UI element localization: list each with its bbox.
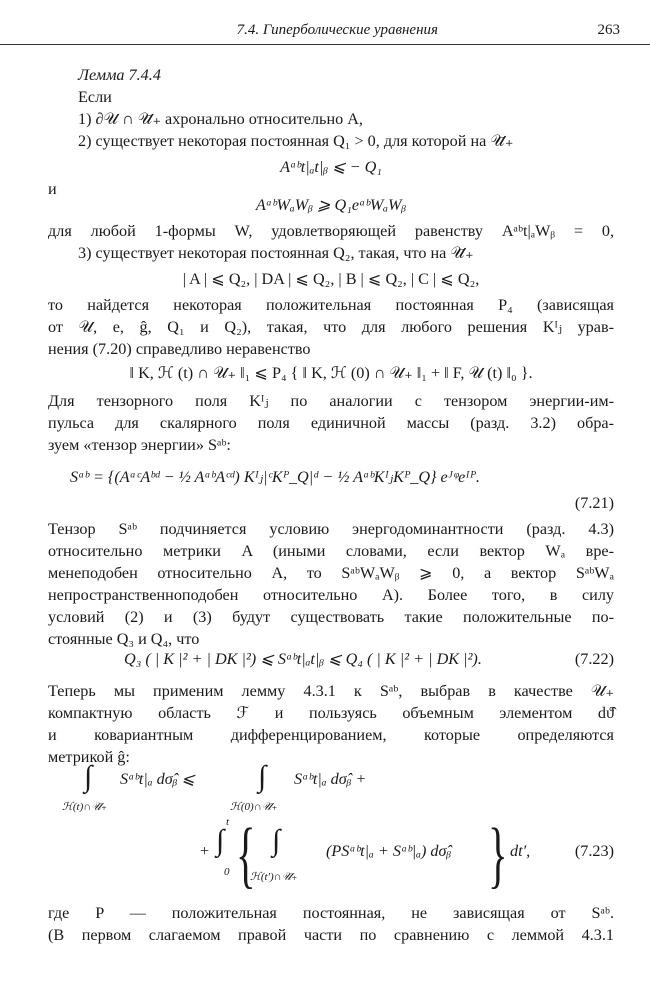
equation-number: (7.21) <box>574 494 614 512</box>
condition-2: 2) существует некоторая постоянная Q₁ > 0, для которой на 𝒰̄₊ <box>78 132 514 150</box>
text-line: непространственноподобен относительно A). Более того, в силу <box>48 586 614 604</box>
text-line: нения (7.20) справедливо неравенство <box>48 340 311 358</box>
condition-1: 1) ∂𝒰 ∩ 𝒰̄₊ ахронально относительно A, <box>78 110 363 128</box>
integral-limit: ℋ(t)∩𝒰̄₊ <box>62 801 107 813</box>
integral-sign: ∫ <box>216 824 225 857</box>
right-brace: } <box>488 814 508 896</box>
section-title: 7.4. Гиперболические уравнения <box>236 22 438 38</box>
text-line: Тензор Sᵃᵇ подчиняется условию энергодоминантности (разд. 4.3) <box>48 520 614 538</box>
equation-inline: | A | ⩽ Q₂, | DA | ⩽ Q₂, | B | ⩽ Q₂, | C | ⩽ Q₂, <box>182 270 480 288</box>
lemma-title: Лемма 7.4.4 <box>78 66 161 84</box>
text-line: от 𝒰, e, ĝ, Q₁ и Q₂), такая, что для любого решения Kᴵⱼ урав- <box>48 318 614 336</box>
text-line: менеподобен относительно A, то SᵃᵇWₐWᵦ ⩾ 0, а вектор SᵃᵇWₐ <box>48 564 614 582</box>
integral-limit: ℋ(t′)∩𝒰̄₊ <box>250 871 298 883</box>
text-line: пульса для скалярного поля единичной массы (разд. 3.2) обра- <box>48 414 614 432</box>
integral-limit: ℋ(0)∩𝒰̄₊ <box>230 801 278 813</box>
plus-sign: + <box>200 842 210 860</box>
text-line: Для тензорного поля Kᴵⱼ по аналогии с тензором энергии-им- <box>48 392 614 410</box>
integral-upper-limit: t <box>226 816 230 828</box>
text-line: где P — положительная постоянная, не зависящая от Sᵃᵇ. <box>48 904 614 922</box>
text-line: то найдется некоторая положительная постоянная P₄ (зависящая <box>48 296 614 314</box>
text-line: и ковариантным дифференцированием, которые определяются <box>48 726 614 744</box>
page-number: 263 <box>597 22 620 38</box>
equation-number: (7.22) <box>574 650 614 668</box>
equation-inline: AᵃᵇWₐWᵦ ⩾ Q₁eᵃᵇWₐWᵦ <box>255 196 407 214</box>
equation-7-23-differential: dt′, <box>510 842 531 860</box>
equation-7-23-rhs: Sᵃᵇt|ₐ dσ̂ᵦ + <box>294 770 367 788</box>
text-line: и <box>48 180 57 198</box>
equation-number: (7.23) <box>574 842 614 860</box>
text-line: зуем «тензор энергии» Sᵃᵇ: <box>48 436 231 454</box>
integral-sign: ∫ <box>258 760 267 793</box>
text-line: Теперь мы применим лемму 4.3.1 к Sᵃᵇ, выбрав в качестве 𝒰₊ <box>48 682 614 700</box>
text-line: условий (2) и (3) будут существовать такие положительные по- <box>48 608 614 626</box>
text-line: для любой 1-формы W, удовлетворяющей равенству Aᵃᵇt|ₐWᵦ = 0, <box>48 222 614 240</box>
equation-7-23-lhs: Sᵃᵇt|ₐ dσ̂ᵦ ⩽ <box>120 770 195 788</box>
equation-inline: ‖ K, ℋ (t) ∩ 𝒰₊ ‖₁ ⩽ P₄ { ‖ K, ℋ (0) ∩ 𝒰₊ ‖₁ + ‖ F, 𝒰 (t) ‖₀ }. <box>129 364 533 382</box>
equation-7-23-integrand: (PSᵃᵇt|ₐ + Sᵃᵇ|ₐ) dσ̂ᵦ <box>326 842 452 860</box>
text-line: (В первом слагаемом правой части по сравнению с леммой 4.3.1 <box>48 926 614 944</box>
text-line: компактную область ℱ и пользуясь объемным элементом dϑ̂ <box>48 704 614 722</box>
text-line: стоянные Q₃ и Q₄, что <box>48 630 200 648</box>
integral-sign: ∫ <box>84 760 93 793</box>
running-header <box>0 22 650 45</box>
equation-7-22: Q₃ ( | K |² + | DK |²) ⩽ Sᵃᵇt|ₐt|ᵦ ⩽ Q₄ ( | K |² + | DK |²). <box>124 650 482 668</box>
left-brace: { <box>236 814 256 896</box>
integral-lower-limit: 0 <box>224 866 230 878</box>
text-line: Если <box>78 88 112 106</box>
integral-sign: ∫ <box>272 824 281 857</box>
equation-7-21: Sᵃᵇ = {(AᵃᶜAᵇᵈ − ½ AᵃᵇAᶜᵈ) Kᴵⱼ|ᶜKᴾ_Q|ᵈ − ½ AᵃᵇKᴵⱼKᴾ_Q} eᴶᵠeᴵᴾ. <box>70 468 480 486</box>
equation-inline: Aᵃᵇt|ₐt|ᵦ ⩽ − Q₁ <box>280 158 382 176</box>
text-line: метрикой ĝ: <box>48 748 130 766</box>
text-line: относительно метрики A (иными словами, если вектор Wₐ вре- <box>48 542 614 560</box>
condition-3: 3) существует некоторая постоянная Q₂, такая, что на 𝒰̄₊ <box>78 244 474 262</box>
